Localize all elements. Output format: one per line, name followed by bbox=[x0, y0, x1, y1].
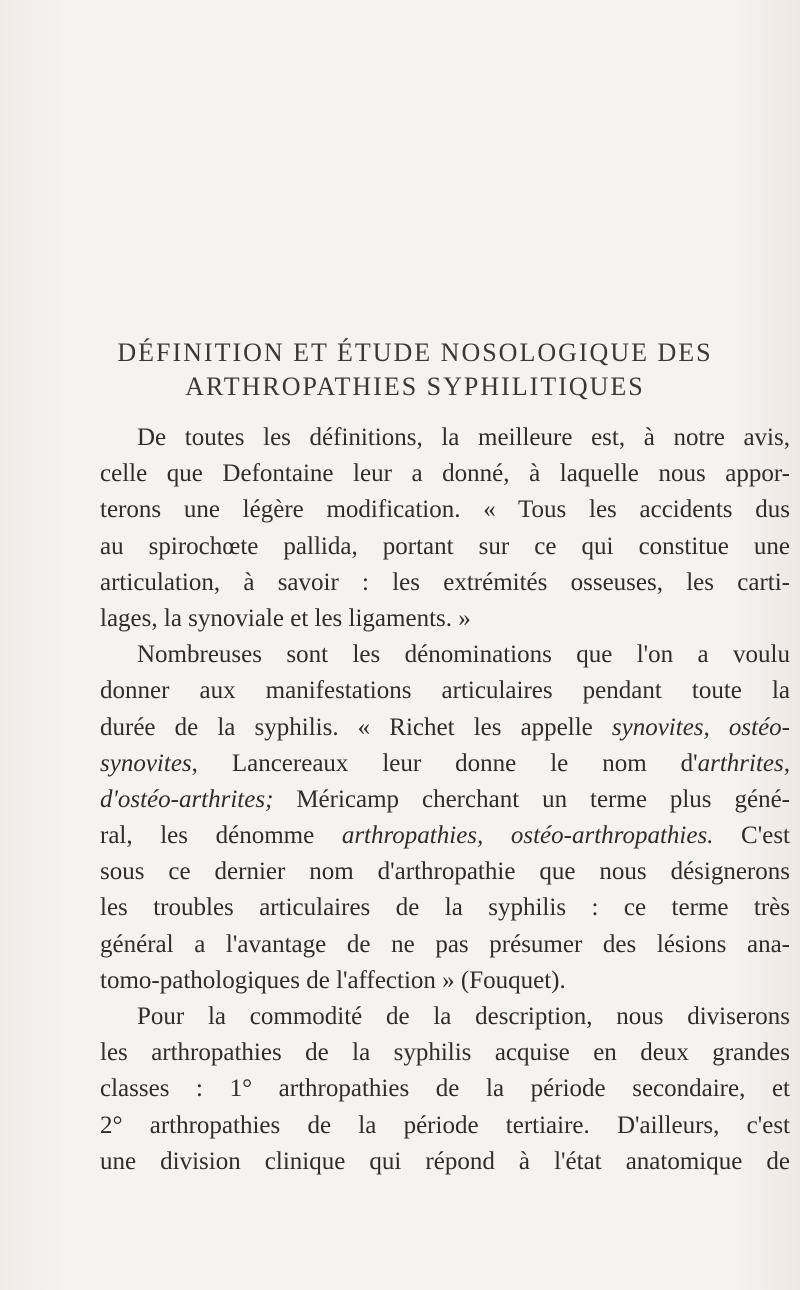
text-line: terons une légère modification. « Tous les accidents dus bbox=[100, 496, 790, 524]
text-line bbox=[100, 746, 790, 782]
text-line: les troubles articulaires de la syphilis : ce terme très bbox=[100, 894, 790, 922]
text-run: ral, les dénomme bbox=[100, 822, 342, 850]
text-line: général a l'avantage de ne pas présumer des lésions ana- bbox=[100, 930, 790, 958]
text-line: lages, la synoviale et les ligaments. » bbox=[100, 604, 471, 632]
text-line: Nombreuses sont les dénominations que l'on a voulu bbox=[137, 641, 790, 669]
text-line: 2° arthropathies de la période tertiaire. D'ailleurs, c'est bbox=[100, 1111, 790, 1139]
text-line: une division clinique qui répond à l'état anatomique de bbox=[100, 1147, 790, 1175]
text-line: sous ce dernier nom d'arthropathie que nous désignerons bbox=[100, 858, 790, 886]
chapter-title-line-2: ARTHROPATHIES SYPHILITIQUES bbox=[185, 372, 645, 401]
text-line: donner aux manifestations articulaires pendant toute la bbox=[100, 677, 790, 705]
body-text bbox=[100, 420, 790, 1180]
text-line: les arthropathies de la syphilis acquise en deux grandes bbox=[100, 1039, 790, 1067]
text-line: De toutes les définitions, la meilleure est, à notre avis, bbox=[137, 424, 790, 451]
italic-term: synovites bbox=[100, 749, 192, 777]
text-line bbox=[100, 782, 790, 818]
text-line: tomo-pathologiques de l'affection » (Fouquet). bbox=[100, 966, 566, 994]
text-line: au spirochœte pallida, portant sur ce qui constitue une bbox=[100, 532, 790, 560]
text-line: Pour la commodité de la description, nous diviserons bbox=[137, 1003, 790, 1030]
italic-term: d'ostéo-arthrites; bbox=[100, 785, 274, 813]
text-run: , Lancereaux leur donne le nom d' bbox=[191, 749, 698, 777]
text-run: C'est bbox=[713, 822, 791, 850]
text-line: celle que Defontaine leur a donné, à laquelle nous appor- bbox=[100, 460, 790, 488]
text-run: durée de la syphilis. « Richet les appelle bbox=[100, 713, 612, 741]
chapter-title-line-1: DÉFINITION ET ÉTUDE NOSOLOGIQUE DES bbox=[117, 338, 713, 367]
text-line bbox=[100, 710, 790, 746]
italic-term: arthropathies, ostéo-arthropathies. bbox=[341, 822, 714, 850]
text-line bbox=[100, 818, 790, 854]
text-line: articulation, à savoir : les extrémités osseuses, les carti- bbox=[100, 568, 790, 596]
italic-term: synovites, ostéo- bbox=[611, 713, 790, 741]
text-run: Méricamp cherchant un terme plus géné- bbox=[273, 785, 790, 813]
italic-term: arthrites, bbox=[697, 749, 790, 777]
text-line: classes : 1° arthropathies de la période secondaire, et bbox=[100, 1075, 790, 1103]
